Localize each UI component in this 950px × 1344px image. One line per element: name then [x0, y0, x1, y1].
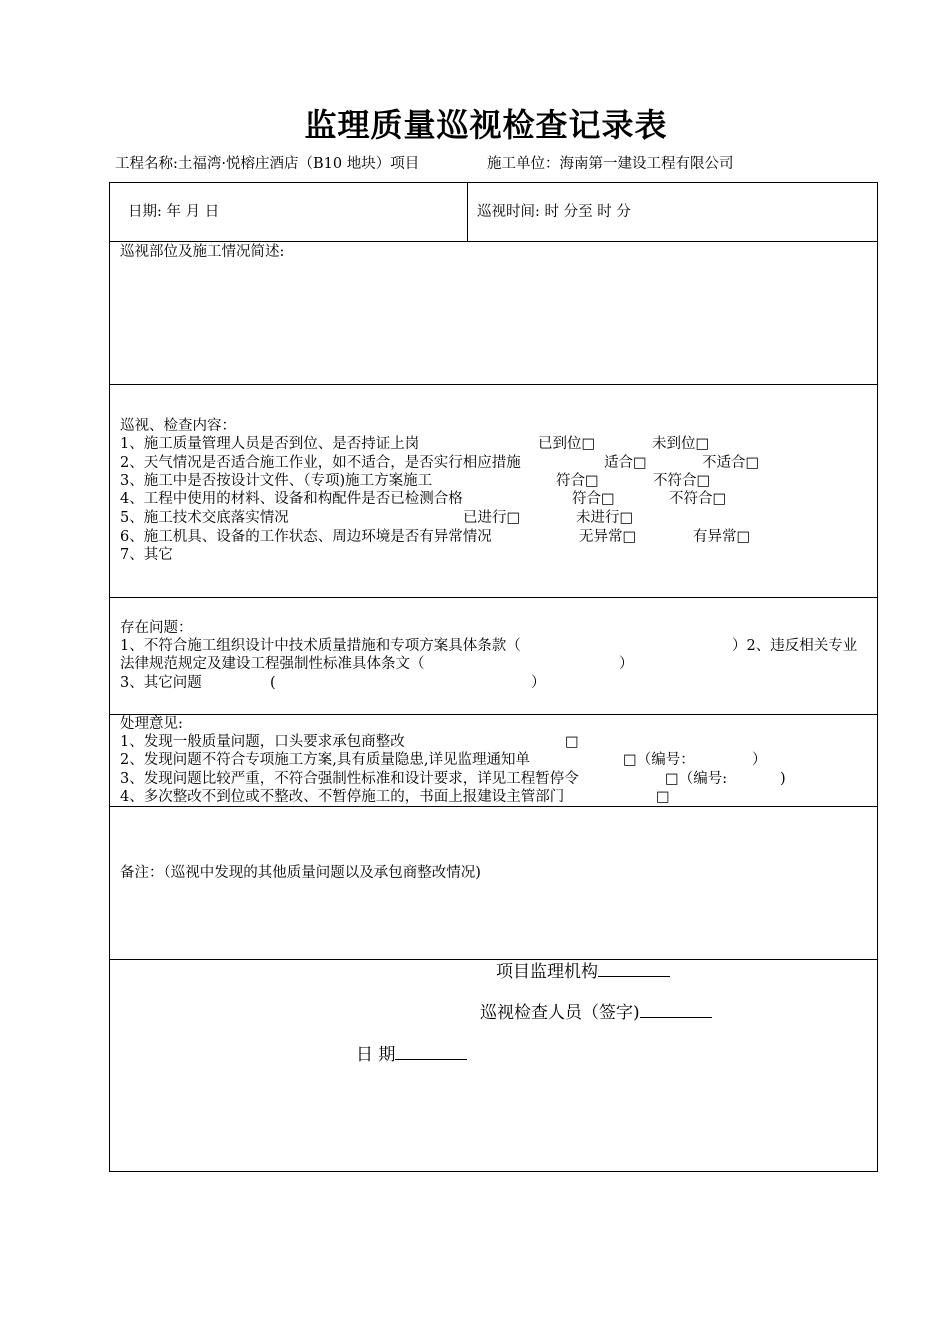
inspector-signature-label: 巡视检查人员（签字): [480, 1003, 640, 1023]
signature-date-line[interactable]: [395, 1043, 467, 1060]
date-field[interactable]: 日期: 年 月 日: [128, 204, 220, 220]
option-absent[interactable]: 未到位□: [652, 436, 710, 452]
problems-heading: 存在问题：: [120, 620, 193, 636]
option-done[interactable]: 已进行□: [463, 510, 521, 526]
problem-line-1a: 1、不符合施工组织设计中技术质量措施和专项方案具体条款（: [120, 638, 521, 654]
option-abnormal[interactable]: 有异常□: [693, 529, 751, 545]
project-name: 工程名称:土福湾·悦榕庄酒店（B10 地块）项目: [115, 156, 420, 172]
supervision-org[interactable]: [496, 960, 670, 982]
option-unsuitable[interactable]: 不适合□: [702, 455, 760, 471]
inspection-item-7: 7、其它: [120, 547, 173, 563]
option-normal[interactable]: 无异常□: [579, 529, 637, 545]
inspection-heading: 巡视、检查内容：: [120, 418, 236, 434]
inspection-item-6: 6、施工机具、设备的工作状态、周边环境是否有异常情况: [120, 529, 492, 545]
row-divider: [110, 384, 877, 385]
problem-line-2b: ）: [619, 656, 634, 672]
inspection-item-1: 1、施工质量管理人员是否到位、是否持证上岗: [120, 436, 420, 452]
option-present[interactable]: 已到位□: [538, 436, 596, 452]
handling-checkbox[interactable]: □: [656, 789, 670, 805]
inspection-item-5: 5、施工技术交底落实情况: [120, 510, 289, 526]
row-divider: [110, 714, 877, 715]
problem-line-1b: ）2、违反相关专业: [732, 638, 858, 654]
option-conform[interactable]: 符合□: [556, 473, 599, 489]
cell-divider: [467, 183, 468, 242]
problem-line-3c: ）: [531, 675, 546, 691]
inspector-signature[interactable]: [480, 1001, 712, 1023]
handling-heading: 处理意见:: [120, 716, 183, 732]
option-suitable[interactable]: 适合□: [604, 455, 647, 471]
problem-line-2a: 法律规范规定及建设工程强制性标准具体条文（: [120, 656, 425, 672]
inspection-time-field[interactable]: 巡视时间: 时 分至 时 分: [477, 204, 631, 220]
inspector-signature-line[interactable]: [640, 1001, 712, 1018]
problem-line-3a: 3、其它问题: [120, 675, 202, 691]
inspection-item-3: 3、施工中是否按设计文件、（专项)施工方案施工: [120, 473, 433, 489]
option-nonconform[interactable]: 不符合□: [653, 473, 711, 489]
inspection-item-2: 2、天气情况是否适合施工作业，如不适合，是否实行相应措施: [120, 455, 521, 471]
handling-checkbox[interactable]: □（编号:: [665, 771, 728, 787]
handling-checkbox[interactable]: □: [565, 734, 579, 750]
handling-item-4: 4、多次整改不到位或不整改、不暂停施工的，书面上报建设主管部门: [120, 789, 565, 805]
signature-date[interactable]: [356, 1043, 467, 1065]
inspection-item-4: 4、工程中使用的材料、设备和构配件是否已检测合格: [120, 491, 463, 507]
row-divider: [110, 241, 877, 242]
row-divider: [110, 959, 877, 960]
option-nonconform[interactable]: 不符合□: [669, 491, 727, 507]
description-label: 巡视部位及施工情况简述:: [120, 244, 285, 260]
supervision-org-line[interactable]: [598, 960, 670, 977]
row-divider: [110, 597, 877, 598]
document-title: 监理质量巡视检查记录表: [304, 106, 668, 144]
handling-item-1: 1、发现一般质量问题，口头要求承包商整改: [120, 734, 405, 750]
option-conform[interactable]: 符合□: [572, 491, 615, 507]
signature-date-label: 日 期: [356, 1045, 396, 1065]
inspection-form: [109, 182, 878, 1172]
row-divider: [110, 806, 877, 807]
supervision-org-label: 项目监理机构: [496, 962, 598, 982]
handling-item-3: 3、发现问题比较严重，不符合强制性标准和设计要求，详见工程暂停令: [120, 771, 579, 787]
handling-checkbox[interactable]: □（编号：: [623, 752, 695, 768]
handling-item-2: 2、发现问题不符合专项施工方案,具有质量隐患,详见监理通知单: [120, 752, 530, 768]
contractor-name: 施工单位：海南第一建设工程有限公司: [487, 156, 734, 172]
option-not-done[interactable]: 未进行□: [576, 510, 634, 526]
remarks-label: 备注：（巡视中发现的其他质量问题以及承包商整改情况): [120, 865, 481, 881]
handling-number-close: ): [780, 771, 786, 787]
handling-number-close: ）: [752, 752, 767, 768]
problem-line-3b: (: [270, 675, 276, 691]
